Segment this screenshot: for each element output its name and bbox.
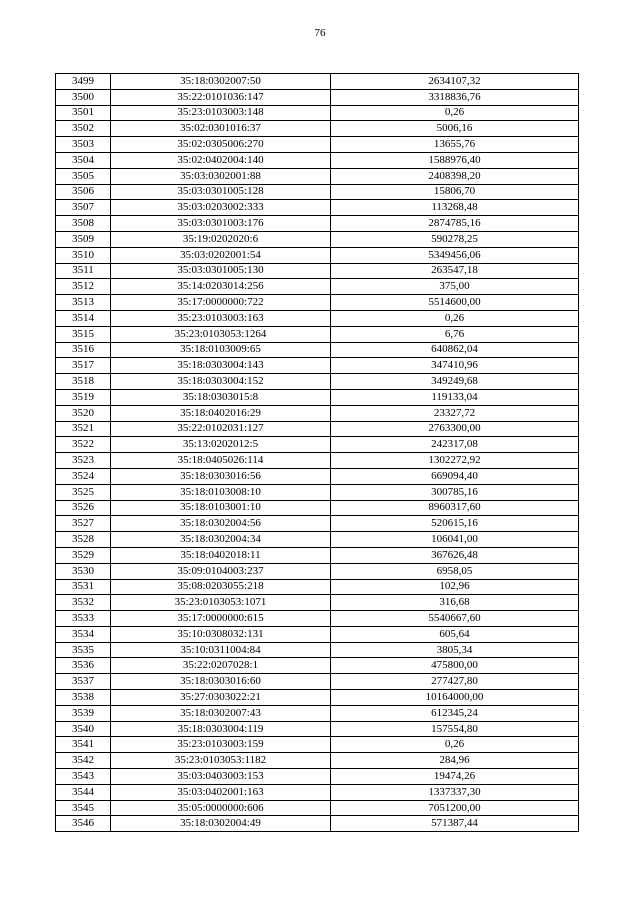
row-number-cell: 3541 bbox=[56, 737, 111, 753]
table-row bbox=[56, 611, 579, 627]
cadastral-number-cell: 35:23:0103003:148 bbox=[111, 105, 331, 121]
cadastral-number-cell: 35:02:0305006:270 bbox=[111, 137, 331, 153]
table-row bbox=[56, 453, 579, 469]
value-cell: 3318836,76 bbox=[331, 89, 579, 105]
cadastral-number-cell: 35:18:0405026:114 bbox=[111, 453, 331, 469]
cadastral-number-cell: 35:03:0302001:88 bbox=[111, 168, 331, 184]
table-row bbox=[56, 121, 579, 137]
value-cell: 15806,70 bbox=[331, 184, 579, 200]
cadastral-number-cell: 35:18:0303004:152 bbox=[111, 374, 331, 390]
value-cell: 1337337,30 bbox=[331, 784, 579, 800]
row-number-cell: 3514 bbox=[56, 310, 111, 326]
value-cell: 300785,16 bbox=[331, 484, 579, 500]
row-number-cell: 3504 bbox=[56, 152, 111, 168]
row-number-cell: 3536 bbox=[56, 658, 111, 674]
row-number-cell: 3502 bbox=[56, 121, 111, 137]
cadastral-number-cell: 35:23:0103053:1182 bbox=[111, 753, 331, 769]
value-cell: 6958,05 bbox=[331, 563, 579, 579]
table-row bbox=[56, 247, 579, 263]
table-row bbox=[56, 769, 579, 785]
row-number-cell: 3505 bbox=[56, 168, 111, 184]
cadastral-number-cell: 35:18:0303004:119 bbox=[111, 721, 331, 737]
cadastral-number-cell: 35:03:0301005:128 bbox=[111, 184, 331, 200]
table-row bbox=[56, 184, 579, 200]
row-number-cell: 3522 bbox=[56, 437, 111, 453]
value-cell: 263547,18 bbox=[331, 263, 579, 279]
row-number-cell: 3521 bbox=[56, 421, 111, 437]
cadastral-number-cell: 35:23:0103053:1071 bbox=[111, 595, 331, 611]
table-row bbox=[56, 753, 579, 769]
table-row bbox=[56, 547, 579, 563]
cadastral-number-cell: 35:22:0102031:127 bbox=[111, 421, 331, 437]
cadastral-number-cell: 35:18:0402018:11 bbox=[111, 547, 331, 563]
cadastral-number-cell: 35:23:0103003:159 bbox=[111, 737, 331, 753]
table-row bbox=[56, 579, 579, 595]
value-cell: 349249,68 bbox=[331, 374, 579, 390]
row-number-cell: 3539 bbox=[56, 705, 111, 721]
row-number-cell: 3533 bbox=[56, 611, 111, 627]
row-number-cell: 3531 bbox=[56, 579, 111, 595]
row-number-cell: 3544 bbox=[56, 784, 111, 800]
value-cell: 23327,72 bbox=[331, 405, 579, 421]
value-cell: 5540667,60 bbox=[331, 611, 579, 627]
table-row bbox=[56, 279, 579, 295]
cadastral-number-cell: 35:18:0303016:60 bbox=[111, 674, 331, 690]
value-cell: 571387,44 bbox=[331, 816, 579, 832]
cadastral-number-cell: 35:03:0402001:163 bbox=[111, 784, 331, 800]
table-row bbox=[56, 216, 579, 232]
row-number-cell: 3517 bbox=[56, 358, 111, 374]
table-row bbox=[56, 737, 579, 753]
table-row bbox=[56, 532, 579, 548]
table-row bbox=[56, 626, 579, 642]
table-row bbox=[56, 484, 579, 500]
table-row bbox=[56, 105, 579, 121]
cadastral-number-cell: 35:18:0103008:10 bbox=[111, 484, 331, 500]
value-cell: 612345,24 bbox=[331, 705, 579, 721]
value-cell: 0,26 bbox=[331, 105, 579, 121]
table-row bbox=[56, 563, 579, 579]
value-cell: 157554,80 bbox=[331, 721, 579, 737]
table-row bbox=[56, 295, 579, 311]
cadastral-number-cell: 35:10:0308032:131 bbox=[111, 626, 331, 642]
cadastral-number-cell: 35:18:0302007:50 bbox=[111, 74, 331, 90]
cadastral-number-cell: 35:18:0303016:56 bbox=[111, 468, 331, 484]
table-row bbox=[56, 263, 579, 279]
row-number-cell: 3508 bbox=[56, 216, 111, 232]
value-cell: 2763300,00 bbox=[331, 421, 579, 437]
table-row bbox=[56, 310, 579, 326]
cadastral-number-cell: 35:17:0000000:615 bbox=[111, 611, 331, 627]
cadastral-number-cell: 35:03:0301003:176 bbox=[111, 216, 331, 232]
value-cell: 1588976,40 bbox=[331, 152, 579, 168]
table-row bbox=[56, 74, 579, 90]
row-number-cell: 3507 bbox=[56, 200, 111, 216]
value-cell: 640862,04 bbox=[331, 342, 579, 358]
value-cell: 119133,04 bbox=[331, 389, 579, 405]
value-cell: 5349456,06 bbox=[331, 247, 579, 263]
value-cell: 520615,16 bbox=[331, 516, 579, 532]
table-row bbox=[56, 516, 579, 532]
registry-table bbox=[55, 73, 579, 832]
value-cell: 284,96 bbox=[331, 753, 579, 769]
row-number-cell: 3543 bbox=[56, 769, 111, 785]
row-number-cell: 3542 bbox=[56, 753, 111, 769]
row-number-cell: 3524 bbox=[56, 468, 111, 484]
table-row bbox=[56, 500, 579, 516]
table-row bbox=[56, 468, 579, 484]
table-row bbox=[56, 200, 579, 216]
table-row bbox=[56, 595, 579, 611]
value-cell: 8960317,60 bbox=[331, 500, 579, 516]
cadastral-number-cell: 35:03:0203002:333 bbox=[111, 200, 331, 216]
row-number-cell: 3501 bbox=[56, 105, 111, 121]
row-number-cell: 3526 bbox=[56, 500, 111, 516]
cadastral-number-cell: 35:10:0311004:84 bbox=[111, 642, 331, 658]
row-number-cell: 3530 bbox=[56, 563, 111, 579]
row-number-cell: 3503 bbox=[56, 137, 111, 153]
page-number: 76 bbox=[314, 27, 326, 39]
row-number-cell: 3511 bbox=[56, 263, 111, 279]
table-row bbox=[56, 152, 579, 168]
cadastral-number-cell: 35:14:0203014:256 bbox=[111, 279, 331, 295]
table-row bbox=[56, 690, 579, 706]
cadastral-number-cell: 35:02:0301016:37 bbox=[111, 121, 331, 137]
table-row bbox=[56, 421, 579, 437]
cadastral-number-cell: 35:22:0101036:147 bbox=[111, 89, 331, 105]
cadastral-number-cell: 35:19:0202020:6 bbox=[111, 231, 331, 247]
value-cell: 242317,08 bbox=[331, 437, 579, 453]
cadastral-number-cell: 35:18:0103001:10 bbox=[111, 500, 331, 516]
cadastral-number-cell: 35:05:0000000:606 bbox=[111, 800, 331, 816]
row-number-cell: 3516 bbox=[56, 342, 111, 358]
row-number-cell: 3546 bbox=[56, 816, 111, 832]
row-number-cell: 3538 bbox=[56, 690, 111, 706]
cadastral-number-cell: 35:23:0103003:163 bbox=[111, 310, 331, 326]
row-number-cell: 3525 bbox=[56, 484, 111, 500]
row-number-cell: 3515 bbox=[56, 326, 111, 342]
row-number-cell: 3500 bbox=[56, 89, 111, 105]
cadastral-number-cell: 35:18:0303004:143 bbox=[111, 358, 331, 374]
value-cell: 3805,34 bbox=[331, 642, 579, 658]
row-number-cell: 3510 bbox=[56, 247, 111, 263]
value-cell: 475800,00 bbox=[331, 658, 579, 674]
value-cell: 605,64 bbox=[331, 626, 579, 642]
value-cell: 106041,00 bbox=[331, 532, 579, 548]
cadastral-number-cell: 35:03:0301005:130 bbox=[111, 263, 331, 279]
row-number-cell: 3520 bbox=[56, 405, 111, 421]
table-row bbox=[56, 137, 579, 153]
cadastral-number-cell: 35:18:0302004:49 bbox=[111, 816, 331, 832]
table-row bbox=[56, 784, 579, 800]
cadastral-number-cell: 35:27:0303022:21 bbox=[111, 690, 331, 706]
table-row bbox=[56, 326, 579, 342]
value-cell: 0,26 bbox=[331, 310, 579, 326]
row-number-cell: 3513 bbox=[56, 295, 111, 311]
row-number-cell: 3499 bbox=[56, 74, 111, 90]
cadastral-number-cell: 35:23:0103053:1264 bbox=[111, 326, 331, 342]
cadastral-number-cell: 35:18:0103009:65 bbox=[111, 342, 331, 358]
row-number-cell: 3532 bbox=[56, 595, 111, 611]
row-number-cell: 3509 bbox=[56, 231, 111, 247]
value-cell: 1302272,92 bbox=[331, 453, 579, 469]
cadastral-number-cell: 35:17:0000000:722 bbox=[111, 295, 331, 311]
row-number-cell: 3534 bbox=[56, 626, 111, 642]
value-cell: 113268,48 bbox=[331, 200, 579, 216]
row-number-cell: 3528 bbox=[56, 532, 111, 548]
table-row bbox=[56, 342, 579, 358]
table-row bbox=[56, 231, 579, 247]
value-cell: 2874785,16 bbox=[331, 216, 579, 232]
row-number-cell: 3537 bbox=[56, 674, 111, 690]
value-cell: 375,00 bbox=[331, 279, 579, 295]
value-cell: 5006,16 bbox=[331, 121, 579, 137]
row-number-cell: 3512 bbox=[56, 279, 111, 295]
row-number-cell: 3540 bbox=[56, 721, 111, 737]
row-number-cell: 3529 bbox=[56, 547, 111, 563]
table-row bbox=[56, 721, 579, 737]
cadastral-number-cell: 35:03:0403003:153 bbox=[111, 769, 331, 785]
table-row bbox=[56, 800, 579, 816]
row-number-cell: 3518 bbox=[56, 374, 111, 390]
value-cell: 367626,48 bbox=[331, 547, 579, 563]
table-row bbox=[56, 705, 579, 721]
cadastral-number-cell: 35:22:0207028:1 bbox=[111, 658, 331, 674]
cadastral-number-cell: 35:08:0203055:218 bbox=[111, 579, 331, 595]
cadastral-number-cell: 35:09:0104003:237 bbox=[111, 563, 331, 579]
value-cell: 2408398,20 bbox=[331, 168, 579, 184]
cadastral-number-cell: 35:18:0302004:56 bbox=[111, 516, 331, 532]
table-row bbox=[56, 658, 579, 674]
table-row bbox=[56, 358, 579, 374]
row-number-cell: 3527 bbox=[56, 516, 111, 532]
value-cell: 19474,26 bbox=[331, 769, 579, 785]
table-row bbox=[56, 89, 579, 105]
value-cell: 5514600,00 bbox=[331, 295, 579, 311]
value-cell: 669094,40 bbox=[331, 468, 579, 484]
value-cell: 13655,76 bbox=[331, 137, 579, 153]
value-cell: 7051200,00 bbox=[331, 800, 579, 816]
table-row bbox=[56, 374, 579, 390]
value-cell: 590278,25 bbox=[331, 231, 579, 247]
table-row bbox=[56, 389, 579, 405]
cadastral-number-cell: 35:02:0402004:140 bbox=[111, 152, 331, 168]
table-row bbox=[56, 405, 579, 421]
value-cell: 6,76 bbox=[331, 326, 579, 342]
row-number-cell: 3506 bbox=[56, 184, 111, 200]
value-cell: 316,68 bbox=[331, 595, 579, 611]
cadastral-number-cell: 35:13:0202012:5 bbox=[111, 437, 331, 453]
value-cell: 10164000,00 bbox=[331, 690, 579, 706]
table-row bbox=[56, 437, 579, 453]
row-number-cell: 3535 bbox=[56, 642, 111, 658]
row-number-cell: 3545 bbox=[56, 800, 111, 816]
cadastral-number-cell: 35:03:0202001:54 bbox=[111, 247, 331, 263]
table-row bbox=[56, 168, 579, 184]
value-cell: 347410,96 bbox=[331, 358, 579, 374]
cadastral-number-cell: 35:18:0302007:43 bbox=[111, 705, 331, 721]
value-cell: 277427,80 bbox=[331, 674, 579, 690]
value-cell: 0,26 bbox=[331, 737, 579, 753]
table-row bbox=[56, 674, 579, 690]
value-cell: 2634107,32 bbox=[331, 74, 579, 90]
value-cell: 102,96 bbox=[331, 579, 579, 595]
row-number-cell: 3523 bbox=[56, 453, 111, 469]
table-row bbox=[56, 642, 579, 658]
row-number-cell: 3519 bbox=[56, 389, 111, 405]
table-row bbox=[56, 816, 579, 832]
cadastral-number-cell: 35:18:0402016:29 bbox=[111, 405, 331, 421]
cadastral-number-cell: 35:18:0302004:34 bbox=[111, 532, 331, 548]
cadastral-number-cell: 35:18:0303015:8 bbox=[111, 389, 331, 405]
registry-table-body bbox=[56, 74, 579, 832]
